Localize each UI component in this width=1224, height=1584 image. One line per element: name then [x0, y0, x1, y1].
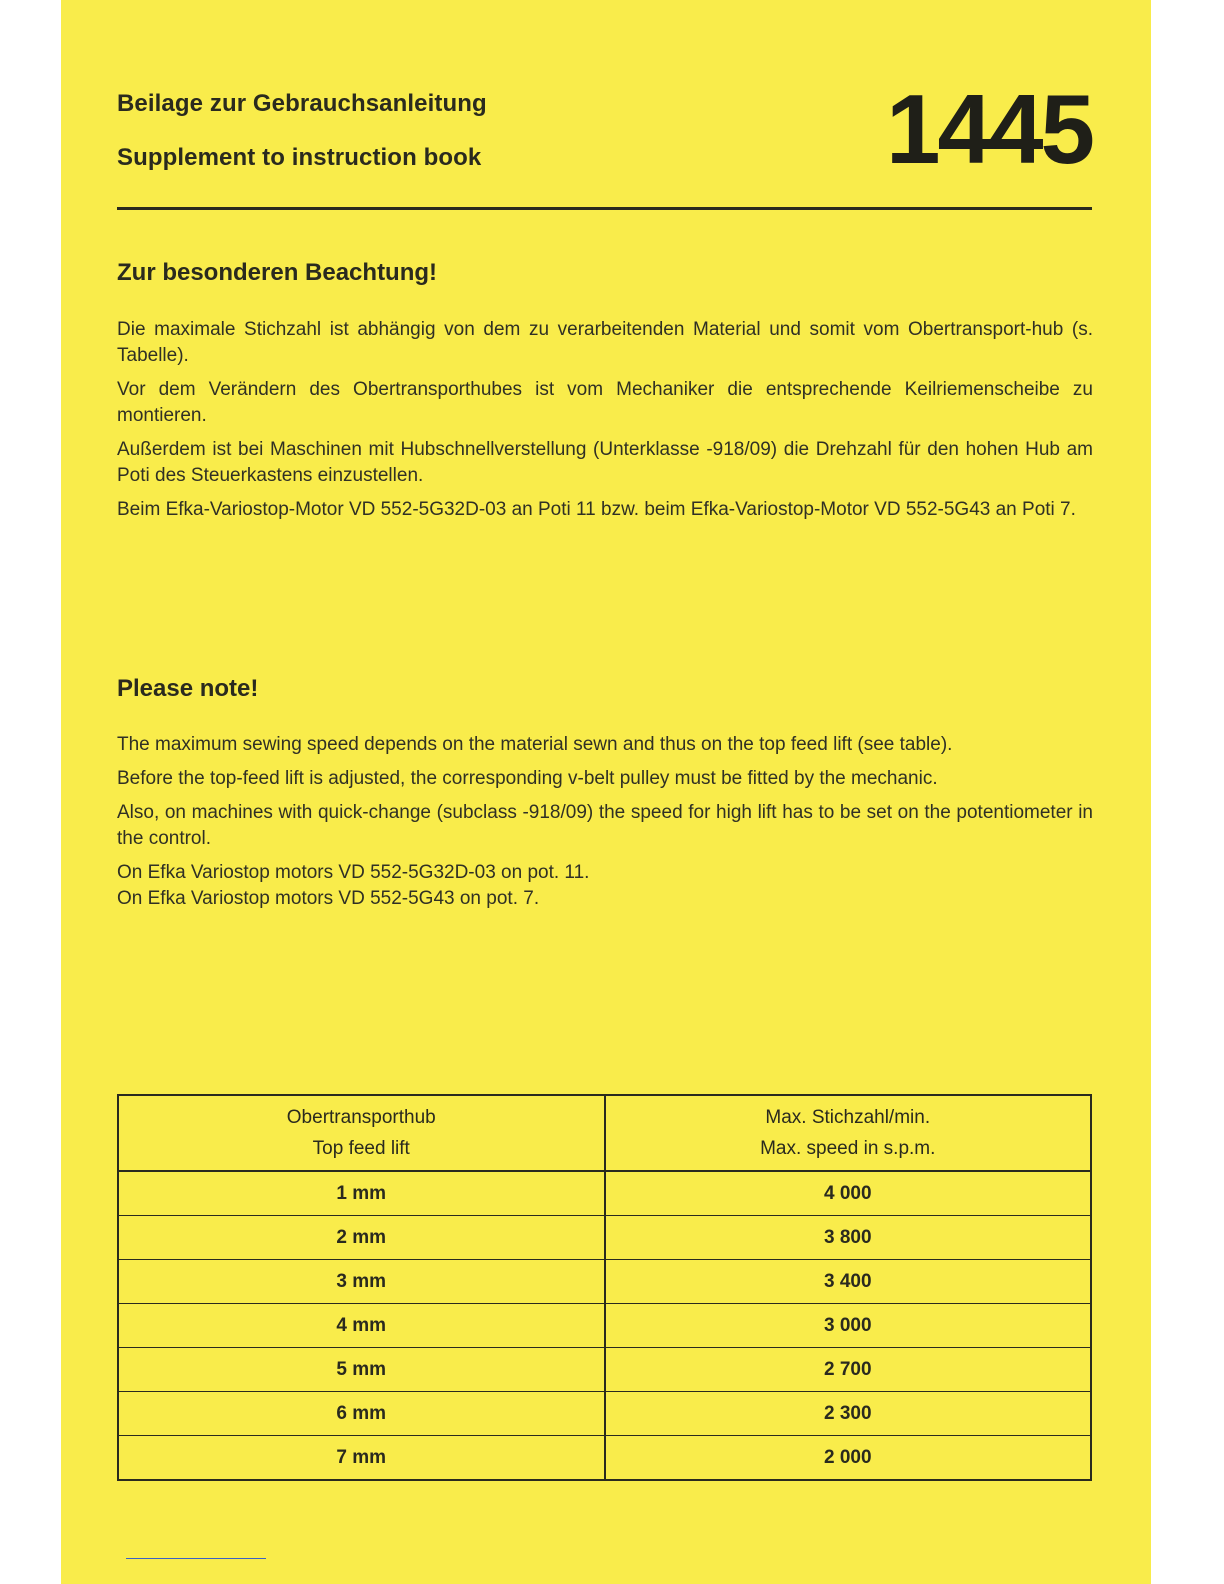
section-heading-en: Please note! — [117, 675, 259, 702]
table-row — [118, 1392, 1091, 1436]
paragraph-en-2: Before the top-feed lift is adjusted, the corresponding v-belt pulley must be fitted by the mechanic. — [117, 768, 938, 789]
paragraph-en-3: Also, on machines with quick-change (subclass -918/09) the speed for high lift has to be set on the potentiometer in the control. — [117, 802, 1093, 849]
table-row — [118, 1171, 1091, 1216]
table-row — [118, 1260, 1091, 1304]
supplement-title-en: Supplement to instruction book — [117, 144, 482, 171]
lift-speed-table — [117, 1094, 1092, 1481]
section-body-de — [117, 317, 1093, 531]
table-row — [118, 1304, 1091, 1348]
table-row — [118, 1348, 1091, 1392]
lift-cell: 7 mm — [118, 1436, 605, 1481]
speed-cell: 2 300 — [605, 1392, 1092, 1436]
table-row — [118, 1216, 1091, 1260]
column-header-speed-de: Max. Stichzahl/min. — [765, 1107, 931, 1128]
lift-cell: 6 mm — [118, 1392, 605, 1436]
column-header-speed-en: Max. speed in s.p.m. — [760, 1138, 936, 1159]
motor-line-1: On Efka Variostop motors VD 552-5G32D-03 on pot. 11. — [117, 862, 590, 883]
lift-cell: 4 mm — [118, 1304, 605, 1348]
paragraph-de-1: Die maximale Stichzahl ist abhängig von dem zu verarbeitenden Material und somit vom Obertransport-hub (s. Tabelle). — [117, 319, 1093, 366]
speed-cell: 3 400 — [605, 1260, 1092, 1304]
lift-cell: 2 mm — [118, 1216, 605, 1260]
footer-rule — [126, 1558, 266, 1559]
lift-cell: 1 mm — [118, 1171, 605, 1216]
table-header-row — [118, 1095, 1091, 1171]
lift-cell: 5 mm — [118, 1348, 605, 1392]
paragraph-de-2: Vor dem Verändern des Obertransporthubes ist vom Mechaniker die entsprechende Keilriemenscheibe zu montieren. — [117, 379, 1093, 426]
speed-cell: 2 000 — [605, 1436, 1092, 1481]
section-heading-de: Zur besonderen Beachtung! — [117, 259, 438, 286]
column-header-lift-de: Obertransporthub — [286, 1107, 436, 1128]
document-number: 1445 — [885, 74, 1092, 184]
lift-cell: 3 mm — [118, 1260, 605, 1304]
motor-line-2: On Efka Variostop motors VD 552-5G43 on pot. 7. — [117, 888, 540, 909]
table-row — [118, 1436, 1091, 1481]
speed-cell: 3 800 — [605, 1216, 1092, 1260]
paragraph-de-4: Beim Efka-Variostop-Motor VD 552-5G32D-03 an Poti 11 bzw. beim Efka-Variostop-Motor VD 552-5G43 an Poti 7. — [117, 499, 1076, 520]
section-body-en — [117, 732, 1093, 912]
speed-cell: 3 000 — [605, 1304, 1092, 1348]
speed-cell: 4 000 — [605, 1171, 1092, 1216]
speed-cell: 2 700 — [605, 1348, 1092, 1392]
paragraph-en-1: The maximum sewing speed depends on the material sewn and thus on the top feed lift (see table). — [117, 734, 953, 755]
paragraph-de-3: Außerdem ist bei Maschinen mit Hubschnellverstellung (Unterklasse -918/09) die Drehzahl für den hohen Hub am Poti des Steuerkastens einzustellen. — [117, 439, 1093, 486]
header-divider — [117, 207, 1092, 210]
column-header-lift — [118, 1095, 605, 1171]
column-header-speed — [605, 1095, 1092, 1171]
column-header-lift-en: Top feed lift — [312, 1138, 410, 1159]
supplement-title-de: Beilage zur Gebrauchsanleitung — [117, 90, 487, 117]
